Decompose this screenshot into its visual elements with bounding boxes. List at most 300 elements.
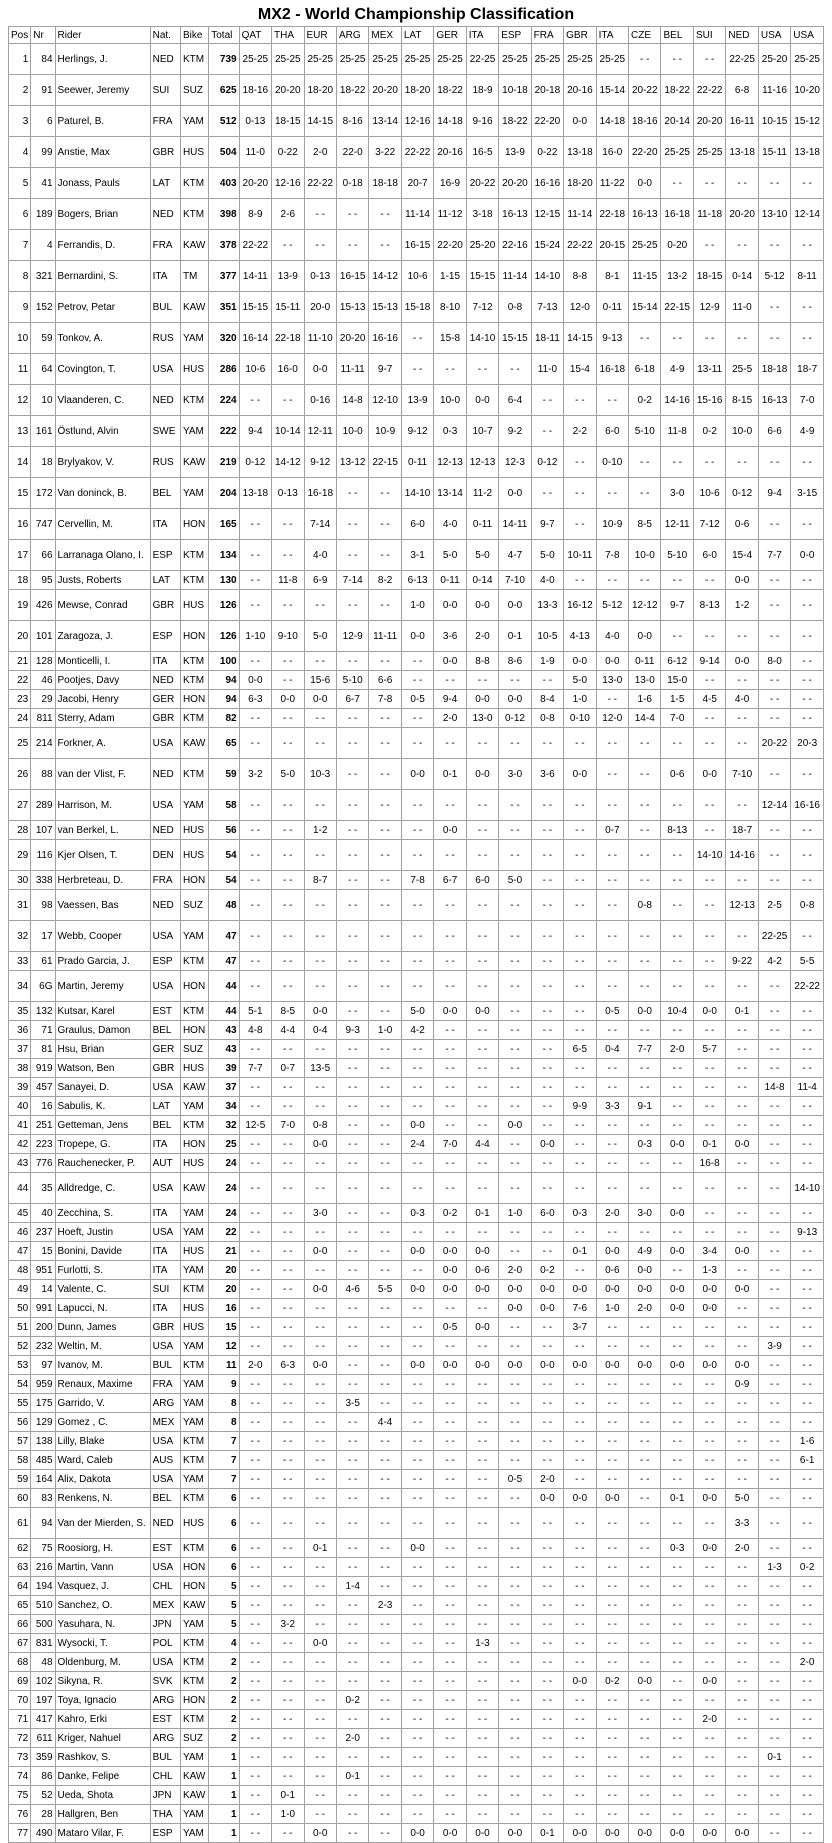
cell-result: - - xyxy=(369,1394,401,1413)
cell-total: 39 xyxy=(209,1059,239,1078)
cell-bike: YAM xyxy=(180,1375,208,1394)
cell-result: - - xyxy=(336,1204,368,1223)
table-row xyxy=(9,690,824,709)
cell-total: 54 xyxy=(209,840,239,871)
cell-result: - - xyxy=(401,1318,433,1337)
cell-result: - - xyxy=(304,709,336,728)
cell-result: - - xyxy=(434,1539,466,1558)
cell-result: - - xyxy=(499,790,531,821)
cell-result: - - xyxy=(336,1470,368,1489)
cell-pos: 58 xyxy=(9,1451,31,1470)
cell-result: - - xyxy=(596,1634,628,1653)
cell-result: 15-6 xyxy=(304,671,336,690)
cell-result: - - xyxy=(661,168,693,199)
cell-result: 0-0 xyxy=(693,1299,725,1318)
table-row xyxy=(9,1558,824,1577)
cell-nr: 132 xyxy=(31,1002,55,1021)
cell-result: 20-22 xyxy=(466,168,498,199)
cell-result: - - xyxy=(564,1021,596,1040)
cell-result: - - xyxy=(369,1097,401,1116)
cell-result: 18-9 xyxy=(466,75,498,106)
cell-result: 25-25 xyxy=(369,44,401,75)
cell-result: - - xyxy=(531,1154,563,1173)
cell-result: 0-0 xyxy=(499,1356,531,1375)
cell-result: 3-2 xyxy=(272,1615,304,1634)
cell-bike: KTM xyxy=(180,1672,208,1691)
cell-result: - - xyxy=(369,790,401,821)
cell-result: - - xyxy=(791,1394,824,1413)
cell-nr: 18 xyxy=(31,447,55,478)
cell-nat: NED xyxy=(150,199,180,230)
cell-result: - - xyxy=(401,1710,433,1729)
cell-result: 10-5 xyxy=(531,621,563,652)
cell-result: - - xyxy=(401,821,433,840)
cell-result: 16-16 xyxy=(531,168,563,199)
cell-total: 48 xyxy=(209,890,239,921)
cell-result: 3-0 xyxy=(499,759,531,790)
cell-result: - - xyxy=(336,1337,368,1356)
cell-result: - - xyxy=(401,1558,433,1577)
cell-nr: 75 xyxy=(31,1539,55,1558)
cell-result: - - xyxy=(499,1729,531,1748)
cell-result: 18-16 xyxy=(629,106,661,137)
cell-result: - - xyxy=(304,971,336,1002)
cell-total: 8 xyxy=(209,1394,239,1413)
cell-result: - - xyxy=(791,1040,824,1059)
cell-result: - - xyxy=(564,1432,596,1451)
cell-result: - - xyxy=(239,1223,271,1242)
cell-result: - - xyxy=(499,1135,531,1154)
cell-result: - - xyxy=(629,1173,661,1204)
cell-result: 22-22 xyxy=(239,230,271,261)
cell-nr: 64 xyxy=(31,354,55,385)
cell-result: - - xyxy=(726,447,758,478)
cell-result: - - xyxy=(531,1394,563,1413)
cell-result: - - xyxy=(531,478,563,509)
cell-result: - - xyxy=(564,1634,596,1653)
cell-pos: 15 xyxy=(9,478,31,509)
cell-result: 20-22 xyxy=(629,75,661,106)
cell-result: 13-18 xyxy=(239,478,271,509)
cell-result: 5-0 xyxy=(564,671,596,690)
cell-pos: 5 xyxy=(9,168,31,199)
cell-result: 15-15 xyxy=(239,292,271,323)
table-row xyxy=(9,728,824,759)
cell-result: - - xyxy=(336,1748,368,1767)
cell-result: - - xyxy=(758,1135,790,1154)
cell-rider: Lapucci, N. xyxy=(55,1299,150,1318)
cell-nat: NED xyxy=(150,671,180,690)
cell-result: - - xyxy=(336,1375,368,1394)
column-header: FRA xyxy=(531,27,563,44)
cell-result: - - xyxy=(369,1470,401,1489)
cell-bike: HUS xyxy=(180,137,208,168)
cell-result: 0-0 xyxy=(531,1356,563,1375)
cell-result: 11-16 xyxy=(758,75,790,106)
cell-result: 5-5 xyxy=(791,952,824,971)
cell-result: - - xyxy=(693,1729,725,1748)
cell-result: - - xyxy=(758,690,790,709)
cell-nr: 175 xyxy=(31,1394,55,1413)
cell-result: 4-2 xyxy=(758,952,790,971)
cell-result: 22-18 xyxy=(272,323,304,354)
cell-nr: 223 xyxy=(31,1135,55,1154)
cell-total: 377 xyxy=(209,261,239,292)
cell-result: 0-0 xyxy=(629,168,661,199)
table-row xyxy=(9,1394,824,1413)
cell-rider: Seewer, Jeremy xyxy=(55,75,150,106)
cell-result: - - xyxy=(661,1223,693,1242)
cell-nat: USA xyxy=(150,1337,180,1356)
cell-result: - - xyxy=(401,1261,433,1280)
cell-result: - - xyxy=(726,1691,758,1710)
cell-result: - - xyxy=(693,1204,725,1223)
cell-result: - - xyxy=(791,1634,824,1653)
cell-result: - - xyxy=(369,1432,401,1451)
cell-result: - - xyxy=(564,385,596,416)
cell-result: 0-0 xyxy=(401,621,433,652)
cell-result: 0-0 xyxy=(661,1280,693,1299)
cell-pos: 54 xyxy=(9,1375,31,1394)
cell-result: 0-0 xyxy=(304,1824,336,1843)
cell-result: - - xyxy=(434,1223,466,1242)
cell-rider: Hoeft, Justin xyxy=(55,1223,150,1242)
cell-result: - - xyxy=(596,790,628,821)
cell-result: - - xyxy=(239,1078,271,1097)
table-row xyxy=(9,821,824,840)
cell-result: - - xyxy=(239,1413,271,1432)
table-row xyxy=(9,385,824,416)
cell-result: - - xyxy=(564,921,596,952)
cell-total: 12 xyxy=(209,1337,239,1356)
cell-result: 0-3 xyxy=(629,1135,661,1154)
cell-nat: THA xyxy=(150,1805,180,1824)
cell-result: 0-11 xyxy=(434,571,466,590)
cell-nr: 485 xyxy=(31,1451,55,1470)
cell-result: - - xyxy=(369,921,401,952)
cell-result: - - xyxy=(401,1489,433,1508)
column-header: Bike xyxy=(180,27,208,44)
cell-bike: SUZ xyxy=(180,75,208,106)
cell-result: - - xyxy=(531,385,563,416)
cell-bike: KTM xyxy=(180,571,208,590)
cell-result: - - xyxy=(629,790,661,821)
cell-pos: 20 xyxy=(9,621,31,652)
cell-total: 24 xyxy=(209,1173,239,1204)
cell-result: - - xyxy=(272,1375,304,1394)
cell-result: 12-12 xyxy=(629,590,661,621)
table-row xyxy=(9,44,824,75)
cell-result: 6-0 xyxy=(466,871,498,890)
cell-result: - - xyxy=(791,1470,824,1489)
cell-result: - - xyxy=(758,621,790,652)
cell-total: 47 xyxy=(209,952,239,971)
cell-pos: 56 xyxy=(9,1413,31,1432)
cell-result: - - xyxy=(791,1729,824,1748)
cell-result: 0-0 xyxy=(401,1356,433,1375)
cell-result: 0-0 xyxy=(596,1824,628,1843)
cell-result: 12-0 xyxy=(564,292,596,323)
cell-result: - - xyxy=(336,1558,368,1577)
cell-rider: Herlings, J. xyxy=(55,44,150,75)
cell-result: 18-22 xyxy=(499,106,531,137)
cell-bike: KTM xyxy=(180,652,208,671)
cell-result: - - xyxy=(336,790,368,821)
cell-bike: KTM xyxy=(180,540,208,571)
cell-bike: KTM xyxy=(180,759,208,790)
cell-result: - - xyxy=(336,1824,368,1843)
cell-result: - - xyxy=(336,1413,368,1432)
cell-result: 14-15 xyxy=(564,323,596,354)
cell-result: - - xyxy=(564,509,596,540)
cell-result: - - xyxy=(369,1356,401,1375)
cell-pos: 70 xyxy=(9,1691,31,1710)
cell-result: - - xyxy=(499,1558,531,1577)
cell-result: 11-22 xyxy=(596,168,628,199)
cell-result: - - xyxy=(336,1356,368,1375)
cell-result: - - xyxy=(791,1786,824,1805)
cell-total: 59 xyxy=(209,759,239,790)
cell-result: - - xyxy=(401,840,433,871)
cell-result: - - xyxy=(661,1375,693,1394)
cell-result: - - xyxy=(531,1634,563,1653)
cell-result: - - xyxy=(369,1558,401,1577)
cell-result: 0-0 xyxy=(466,1280,498,1299)
table-row xyxy=(9,1059,824,1078)
cell-result: 25-25 xyxy=(596,44,628,75)
cell-result: - - xyxy=(434,952,466,971)
cell-nr: 338 xyxy=(31,871,55,890)
cell-total: 7 xyxy=(209,1432,239,1451)
cell-result: - - xyxy=(434,1337,466,1356)
cell-result: 3-9 xyxy=(758,1337,790,1356)
cell-result: - - xyxy=(466,971,498,1002)
cell-pos: 14 xyxy=(9,447,31,478)
cell-result: 0-0 xyxy=(531,1489,563,1508)
cell-total: 34 xyxy=(209,1097,239,1116)
cell-result: 2-0 xyxy=(726,1539,758,1558)
cell-result: 7-6 xyxy=(564,1299,596,1318)
cell-result: - - xyxy=(726,1748,758,1767)
cell-result: 20-16 xyxy=(434,137,466,168)
table-row xyxy=(9,759,824,790)
cell-result: 5-0 xyxy=(466,540,498,571)
cell-result: - - xyxy=(661,921,693,952)
cell-result: 0-0 xyxy=(726,652,758,671)
cell-result: - - xyxy=(596,690,628,709)
cell-nr: 66 xyxy=(31,540,55,571)
cell-result: - - xyxy=(693,921,725,952)
cell-rider: Ueda, Shota xyxy=(55,1786,150,1805)
cell-total: 82 xyxy=(209,709,239,728)
cell-result: 20-20 xyxy=(369,75,401,106)
cell-result: - - xyxy=(629,1489,661,1508)
cell-result: - - xyxy=(239,840,271,871)
cell-result: 13-10 xyxy=(758,199,790,230)
cell-result: - - xyxy=(758,323,790,354)
cell-result: - - xyxy=(726,1558,758,1577)
table-body xyxy=(9,44,824,1843)
cell-result: 8-1 xyxy=(596,261,628,292)
cell-result: - - xyxy=(791,709,824,728)
cell-result: - - xyxy=(401,1653,433,1672)
cell-result: 9-3 xyxy=(336,1021,368,1040)
cell-result: - - xyxy=(466,1615,498,1634)
cell-result: - - xyxy=(499,1786,531,1805)
cell-result: 11-2 xyxy=(466,478,498,509)
cell-result: - - xyxy=(466,1059,498,1078)
cell-result: 9-4 xyxy=(434,690,466,709)
cell-rider: Brylyakov, V. xyxy=(55,447,150,478)
cell-nat: SUI xyxy=(150,75,180,106)
cell-result: - - xyxy=(791,1116,824,1135)
cell-result: 5-12 xyxy=(596,590,628,621)
cell-result: - - xyxy=(629,1223,661,1242)
cell-result: - - xyxy=(434,1394,466,1413)
cell-result: - - xyxy=(726,323,758,354)
cell-result: - - xyxy=(466,1748,498,1767)
column-header: SUI xyxy=(693,27,725,44)
cell-result: - - xyxy=(596,478,628,509)
cell-result: - - xyxy=(531,1242,563,1261)
cell-result: 0-0 xyxy=(499,1824,531,1843)
cell-result: - - xyxy=(434,1040,466,1059)
cell-result: 0-6 xyxy=(596,1261,628,1280)
cell-result: 0-0 xyxy=(629,1356,661,1375)
cell-result: 0-14 xyxy=(726,261,758,292)
cell-result: - - xyxy=(791,621,824,652)
cell-result: 0-12 xyxy=(499,709,531,728)
cell-result: - - xyxy=(596,1451,628,1470)
cell-result: 1-3 xyxy=(758,1558,790,1577)
cell-result: - - xyxy=(596,1135,628,1154)
cell-result: - - xyxy=(369,1337,401,1356)
cell-result: 6-7 xyxy=(336,690,368,709)
cell-result: 2-0 xyxy=(629,1299,661,1318)
cell-result: - - xyxy=(758,1059,790,1078)
table-row xyxy=(9,1596,824,1615)
cell-result: 0-0 xyxy=(466,759,498,790)
cell-pos: 7 xyxy=(9,230,31,261)
cell-result: 12-3 xyxy=(499,447,531,478)
cell-result: - - xyxy=(758,1280,790,1299)
cell-result: 0-8 xyxy=(499,292,531,323)
cell-bike: YAM xyxy=(180,1223,208,1242)
cell-result: 9-12 xyxy=(304,447,336,478)
cell-result: - - xyxy=(531,1337,563,1356)
cell-result: - - xyxy=(466,1154,498,1173)
cell-result: - - xyxy=(434,1786,466,1805)
cell-result: 10-9 xyxy=(596,509,628,540)
cell-result: - - xyxy=(531,1021,563,1040)
cell-result: 7-10 xyxy=(726,759,758,790)
cell-nr: 128 xyxy=(31,652,55,671)
cell-result: - - xyxy=(499,1634,531,1653)
cell-result: - - xyxy=(401,1223,433,1242)
cell-result: - - xyxy=(272,590,304,621)
cell-result: - - xyxy=(369,478,401,509)
cell-result: - - xyxy=(336,1539,368,1558)
cell-result: 0-1 xyxy=(434,759,466,790)
table-row xyxy=(9,1173,824,1204)
cell-result: 16-18 xyxy=(304,478,336,509)
cell-result: - - xyxy=(239,1767,271,1786)
cell-result: 20-20 xyxy=(239,168,271,199)
cell-bike: TM xyxy=(180,261,208,292)
cell-result: 10-0 xyxy=(434,385,466,416)
cell-result: - - xyxy=(401,728,433,759)
cell-result: - - xyxy=(661,1154,693,1173)
cell-result: - - xyxy=(693,1508,725,1539)
table-row xyxy=(9,323,824,354)
cell-result: - - xyxy=(758,709,790,728)
cell-result: - - xyxy=(531,1596,563,1615)
cell-result: 10-7 xyxy=(466,416,498,447)
cell-result: 0-0 xyxy=(401,1242,433,1261)
cell-nat: ITA xyxy=(150,1261,180,1280)
cell-result: 16-15 xyxy=(401,230,433,261)
cell-result: - - xyxy=(758,1489,790,1508)
cell-pos: 2 xyxy=(9,75,31,106)
cell-result: - - xyxy=(272,921,304,952)
cell-pos: 28 xyxy=(9,821,31,840)
cell-result: - - xyxy=(629,821,661,840)
cell-result: 16-18 xyxy=(661,199,693,230)
cell-result: - - xyxy=(239,1577,271,1596)
cell-result: - - xyxy=(466,1394,498,1413)
cell-result: - - xyxy=(726,1154,758,1173)
table-row xyxy=(9,1653,824,1672)
cell-result: - - xyxy=(401,1508,433,1539)
cell-result: 0-0 xyxy=(629,621,661,652)
cell-total: 100 xyxy=(209,652,239,671)
cell-result: - - xyxy=(272,1596,304,1615)
cell-result: 0-0 xyxy=(661,1824,693,1843)
cell-result: - - xyxy=(434,1375,466,1394)
cell-result: 0-0 xyxy=(564,1672,596,1691)
cell-result: - - xyxy=(336,1432,368,1451)
cell-result: 13-2 xyxy=(661,261,693,292)
cell-bike: KTM xyxy=(180,1539,208,1558)
cell-result: - - xyxy=(629,1116,661,1135)
cell-result: - - xyxy=(401,1634,433,1653)
cell-result: 0-0 xyxy=(726,571,758,590)
cell-rider: Sabulis, K. xyxy=(55,1097,150,1116)
cell-result: - - xyxy=(304,1767,336,1786)
cell-result: - - xyxy=(726,1318,758,1337)
cell-bike: HON xyxy=(180,1558,208,1577)
cell-result: - - xyxy=(336,971,368,1002)
cell-rider: Forkner, A. xyxy=(55,728,150,759)
cell-result: - - xyxy=(596,1508,628,1539)
cell-result: - - xyxy=(401,1786,433,1805)
cell-result: 0-2 xyxy=(336,1691,368,1710)
cell-result: - - xyxy=(304,1729,336,1748)
cell-result: - - xyxy=(564,1173,596,1204)
cell-rider: Larranaga Olano, I. xyxy=(55,540,150,571)
cell-result: - - xyxy=(758,447,790,478)
cell-result: - - xyxy=(531,1508,563,1539)
cell-result: 14-10 xyxy=(466,323,498,354)
cell-result: 16-13 xyxy=(499,199,531,230)
cell-result: 0-0 xyxy=(693,1539,725,1558)
table-row xyxy=(9,1021,824,1040)
cell-result: - - xyxy=(531,1539,563,1558)
cell-result: 4-8 xyxy=(239,1021,271,1040)
cell-result: - - xyxy=(661,1097,693,1116)
cell-result: 14-10 xyxy=(693,840,725,871)
cell-result: 0-0 xyxy=(564,1824,596,1843)
